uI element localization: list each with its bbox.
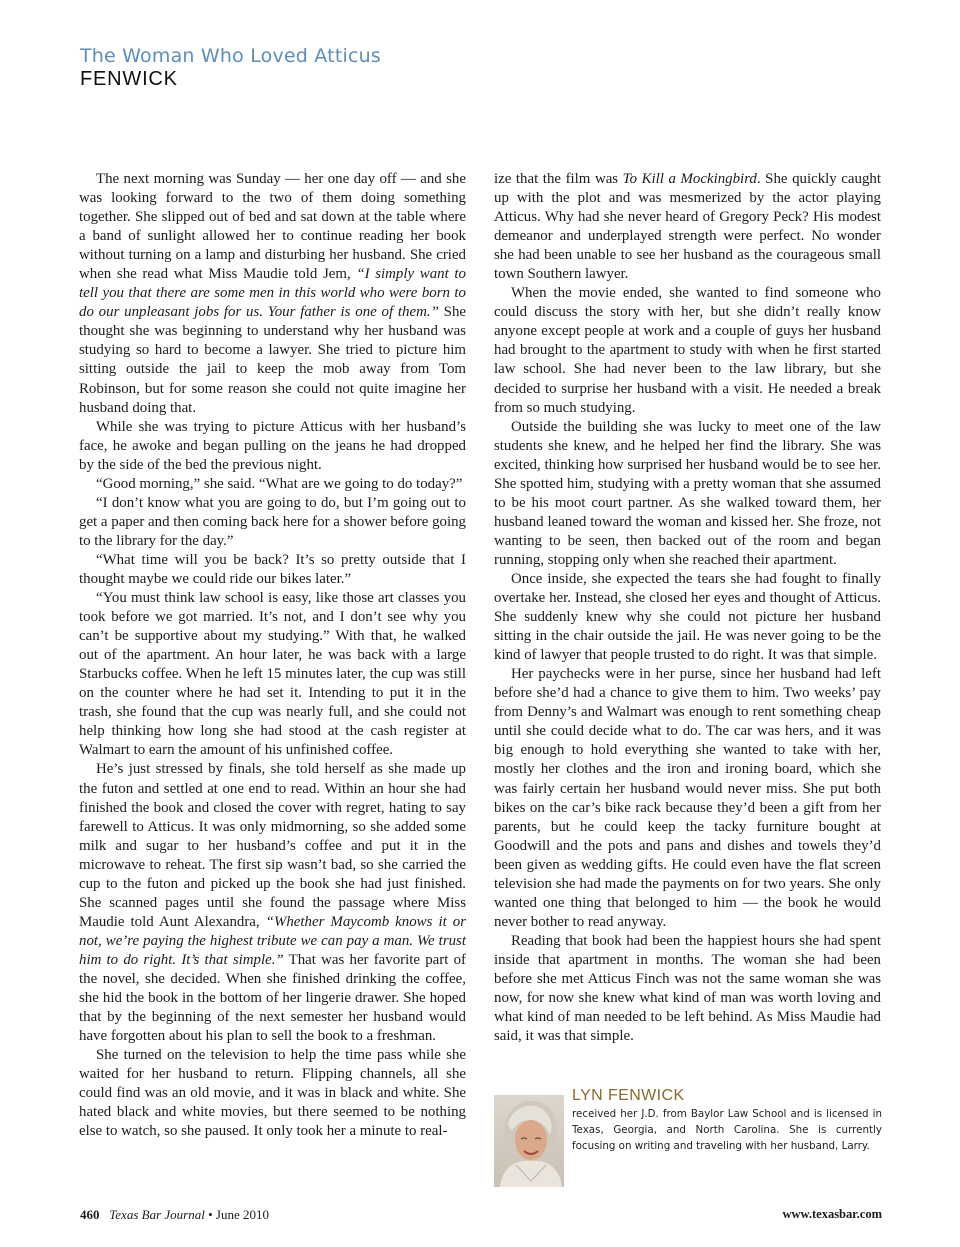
author-name: FENWICK xyxy=(80,68,178,90)
series-title: The Woman Who Loved Atticus xyxy=(80,45,381,67)
paragraph: The next morning was Sunday — her one day off — and she was looking forward to the two of them doing something together. She slipped out of bed and sat down at the table where a band of sunlight allowed her to continue reading her book without turning on a lamp and disturbing her husband. She cried when she read what Miss Maudie told Jem, “I simply want to tell you that there are some men in this world who were born to do our unpleasant jobs for us. Your father is one of them.” She thought she was beginning to understand why her husband was studying so hard to become a lawyer. She tried to picture him sitting outside the jail to keep the mob away from Tom Robinson, but for some reason she could not quite imagine her husband doing that. xyxy=(79,171,467,416)
paragraph: “I don’t know what you are going to do, but I’m going out to get a paper and then coming back here for a shower before going to the library for the day.” xyxy=(79,494,466,549)
paragraph: She turned on the television to help the time pass while she waited for her husband to return. Flipping channels, all she could find was an old movie, and it was in black and white. She hated black and white movies, but there seemed to be nothing else to watch, so she paused. It only took her a minute to real- xyxy=(79,1047,466,1140)
paragraph: Once inside, she expected the tears she had fought to finally overtake her. Instead, she closed her eyes and thought of Atticus. She suddenly knew why she could not picture her husband sitting in the chair outside the jail. He was never going to be the kind of lawyer that people trusted to do right. It was that simple. xyxy=(494,570,881,664)
footer-left xyxy=(80,1207,269,1223)
page-number: 460 xyxy=(80,1207,100,1222)
issue-date: June 2010 xyxy=(215,1207,269,1222)
paragraph: When the movie ended, she wanted to find someone who could discuss the story with her, but she didn’t really know anyone except people at work and a couple of guys her husband had brought to the apartment to study with when he first started law school. She had never been to the law library, but she decided to surprise her husband with a visit. He needed a break from so much studying. xyxy=(494,285,881,416)
publication-name: Texas Bar Journal xyxy=(109,1207,205,1222)
paragraph: “Good morning,” she said. “What are we going to do today?” xyxy=(96,475,463,492)
paragraph: He’s just stressed by finals, she told herself as she made up the futon and settled at one end to read. Within an hour she had finished the book and closed the cover with regret, hating to say farewell to Atticus. It was only midmorning, so she added some milk and sugar to her husband’s coffee and put it in the microwave to reheat. The first sip wasn’t bad, so she carried the cup to the futon and picked up the book she had just finished. She scanned pages until she found the passage where Miss Maudie told Aunt Alexandra, “Whether Maycomb knows it or not, we’re paying the highest tribute we can pay a man. We trust him to do right. It’s that simple.” That was her favorite part of the novel, she decided. When she finished drinking the coffee, she hid the book in the bottom of her lingerie drawer. She hoped that by the beginning of the next semester her husband would have forgotten about his plan to sell the book to a freshman. xyxy=(79,761,466,1045)
website-link[interactable]: www.texasbar.com xyxy=(782,1207,882,1221)
article-header xyxy=(80,44,381,90)
bio-author-name: LYN FENWICK xyxy=(572,1087,685,1104)
paragraph: Her paychecks were in her purse, since her husband had left before she’d had a chance to give them to him. Two weeks’ pay from Denny’s and Walmart was enough to rent something cheap until she could decide what to do. The car was hers, and it was big enough to hold everything she wanted to take with her, mostly her clothes and the iron and ironing board, which she was fairly certain her husband would never miss. She put both bikes on the car’s bike rack because they’d been a gift from her parents, but he could keep the tacky furniture bought at Goodwill and the pots and pans and dishes and towels they’d been given as wedding gifts. He could even have the flat screen television she had made the payments on for two years. She only wanted one thing that belonged to him — the book he would never bother to read anyway. xyxy=(494,666,881,930)
paragraph: While she was trying to picture Atticus with her husband’s face, he awoke and began pulling on the jeans he had dropped by the side of the bed the previous night. xyxy=(79,418,466,473)
paragraph: “You must think law school is easy, like those art classes you took before we got married. It’s not, and I don’t see why you can’t be supportive about my studying.” With that, he walked out of the apartment. An hour later, he was back with a large Starbucks coffee. When he left 15 minutes later, the cup was still on the counter where he had set it. Intending to put it in the trash, she found that the cup was nearly full, and she could not help thinking how long she had stood at the cash register at Walmart to earn the amount of his unfinished coffee. xyxy=(79,590,466,759)
paragraph: ize that the film was To Kill a Mockingbird. She quickly caught up with the plot and was mesmerized by the actor playing Atticus. Why had she never heard of Gregory Peck? His modest demeanor and underplayed strength were perfect. No wonder she had been unable to see her husband as the courageous small town Southern lawyer. xyxy=(494,171,881,283)
left-column xyxy=(79,170,466,1141)
footer-separator: • xyxy=(208,1207,213,1222)
author-photo xyxy=(494,1095,564,1187)
paragraph: “What time will you be back? It’s so pretty outside that I thought maybe we could ride our bikes later.” xyxy=(79,551,466,587)
book-title: To Kill a Mockingbird xyxy=(622,171,757,187)
author-bio xyxy=(494,1087,882,1187)
paragraph: Reading that book had been the happiest hours she had spent inside that apartment in months. The woman she had been before she met Atticus Finch was not the same woman she was now, for now she knew what kind of man was worth loving and what kind of man needed to be left behind. As Miss Maudie had said, it was that simple. xyxy=(494,932,881,1045)
bio-text: received her J.D. from Baylor Law School and is licensed in Texas, Georgia, and North Carolina. She is currently focusing on writing and traveling with her husband, Larry. xyxy=(572,1108,882,1152)
paragraph: Outside the building she was lucky to meet one of the law students she knew, and he helped her find the library. She was excited, thinking how surprised her husband would be to see her. She spotted him, studying with a pretty woman that she assumed to be his moot court partner. As she walked toward them, her husband leaned toward the woman and kissed her. She froze, not wanting to be seen, then backed out of the room and began running, stopping only when she reached their apartment. xyxy=(494,418,881,568)
right-column xyxy=(494,170,881,1046)
